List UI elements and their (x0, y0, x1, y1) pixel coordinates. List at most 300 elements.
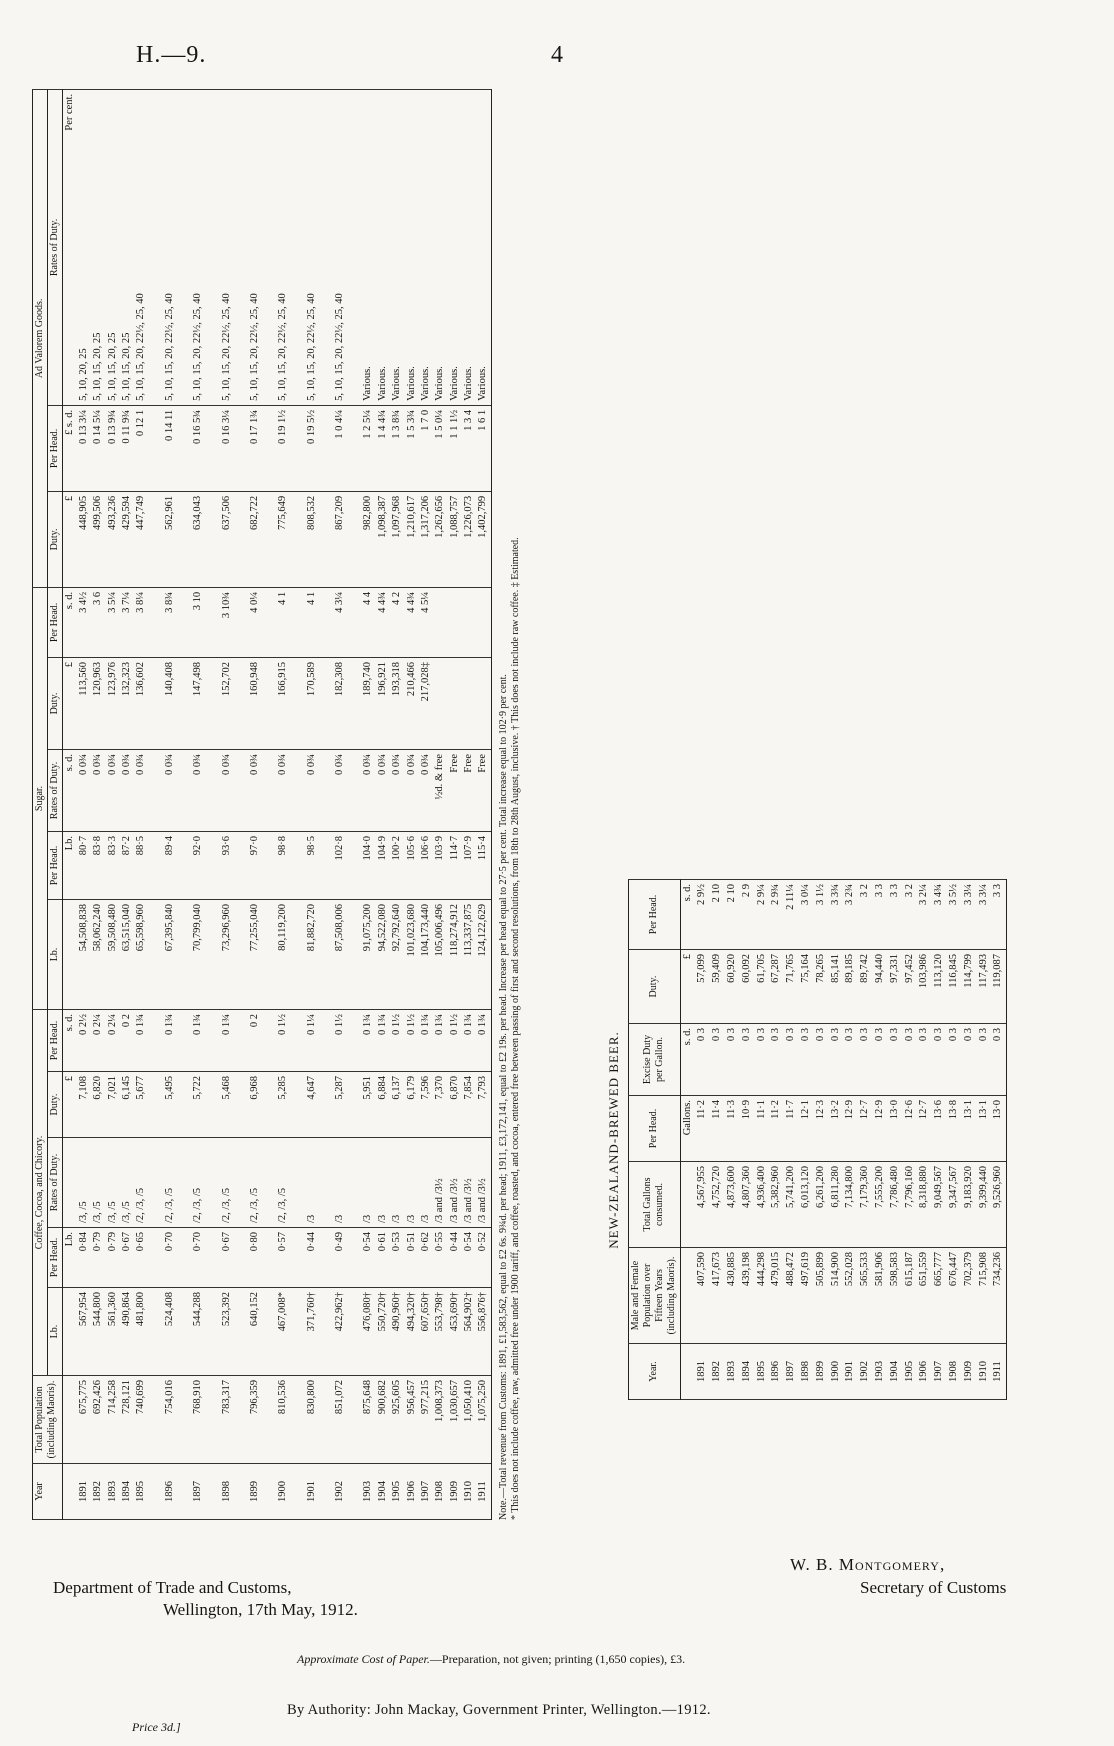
table-cell: /3, /5 (91, 1138, 105, 1228)
beer-table-cell: 1893 (725, 1344, 740, 1400)
table-cell: 0·61 (376, 1228, 390, 1288)
table-cell: 0 0¾ (376, 749, 390, 831)
beer-column-header: Per Head. (628, 1096, 680, 1162)
spacer-cell (262, 749, 276, 831)
table-cell: /2, /3, /5 (276, 1138, 290, 1228)
beer-table-cell: 13·1 (962, 1096, 977, 1162)
table-cell: 1,317,206 (419, 491, 433, 587)
table-cell: 1,097,968 (390, 491, 404, 587)
spacer-cell (177, 749, 191, 831)
table-cell: 0·70 (191, 1228, 205, 1288)
beer-table-row (829, 880, 844, 1400)
beer-table-cell: 1906 (917, 1344, 932, 1400)
table-cell (448, 657, 462, 749)
table-cell: 0 0¾ (77, 749, 91, 831)
table-cell: 0 1¾ (419, 1009, 433, 1071)
table-cell: /3 (361, 1138, 375, 1228)
beer-table-cell: 4,807,360 (740, 1162, 755, 1248)
beer-table-cell: 598,583 (888, 1248, 903, 1344)
table-cell: 0 0¾ (106, 749, 120, 831)
beer-table-cell: 9,183,920 (962, 1162, 977, 1248)
beer-unit-cell (680, 1248, 695, 1344)
table-cell: 7,793 (476, 1072, 491, 1138)
table-cell: 1,050,410 (462, 1376, 476, 1464)
table-cell: 875,648 (361, 1376, 375, 1464)
beer-table-cell: 0 3 (710, 1024, 725, 1096)
table-cell: 81,882,720 (305, 899, 319, 1009)
beer-table-cell: 3 4¾ (932, 880, 947, 950)
beer-table-cell: 9,526,960 (991, 1162, 1006, 1248)
beer-table-cell: 119,087 (991, 950, 1006, 1024)
table-cell: 1 2 5¼ (361, 405, 375, 491)
table-cell: 0 2 (248, 1009, 262, 1071)
spacer-cell (206, 1228, 220, 1288)
spacer-cell (262, 491, 276, 587)
table-cell: 796,359 (248, 1376, 262, 1464)
table-row (405, 89, 419, 1519)
beer-table-cell: 1905 (903, 1344, 918, 1400)
unit-cell: s. d. (62, 1009, 77, 1071)
beer-table-row (814, 880, 829, 1400)
spacer-cell (347, 1228, 361, 1288)
table-cell: 1,075,250 (476, 1376, 491, 1464)
table-cell: 0·53 (390, 1228, 404, 1288)
table-cell: Free (462, 749, 476, 831)
beer-table-cell: 11·1 (755, 1096, 770, 1162)
table-cell: 0 14 11 (163, 405, 177, 491)
table-cell: 3 5¼ (106, 587, 120, 657)
beer-table-cell: 4,936,400 (755, 1162, 770, 1248)
table-cell: 0 1¾ (376, 1009, 390, 1071)
spacer-cell (347, 831, 361, 899)
spacer-cell (347, 1009, 361, 1071)
table-cell: 1911 (476, 1464, 491, 1520)
table-cell: 476,080† (361, 1288, 375, 1376)
table-cell: 0 1½ (276, 1009, 290, 1071)
spacer-cell (234, 1009, 248, 1071)
beer-table-cell: 13·1 (977, 1096, 992, 1162)
spacer-cell (262, 831, 276, 899)
table-cell: /3, /5 (77, 1138, 91, 1228)
spacer-cell (234, 1376, 248, 1464)
spacer-cell (291, 831, 305, 899)
table-cell: 114·7 (448, 831, 462, 899)
beer-table-cell: 97,331 (888, 950, 903, 1024)
table-cell: /2, /3, /5 (220, 1138, 234, 1228)
table-cell: 1896 (163, 1464, 177, 1520)
table-cell: 58,062,240 (91, 899, 105, 1009)
spacer-cell (319, 657, 333, 749)
beer-table-cell: 114,799 (962, 950, 977, 1024)
beer-table-cell: 505,899 (814, 1248, 829, 1344)
spacer-cell (206, 405, 220, 491)
spacer-cell (149, 1288, 163, 1376)
table-cell: /2, /3, /5 (163, 1138, 177, 1228)
table-cell: 132,323 (120, 657, 134, 749)
spacer-cell (234, 831, 248, 899)
table-cell: 867,209 (333, 491, 347, 587)
table-cell: 7,596 (419, 1072, 433, 1138)
table-cell: 493,236 (106, 491, 120, 587)
beer-table-cell: 1908 (947, 1344, 962, 1400)
beer-table-cell: 479,015 (769, 1248, 784, 1344)
beer-table-cell: 3 3 (991, 880, 1006, 950)
spacer-cell (319, 1228, 333, 1288)
table-cell: 196,921 (376, 657, 390, 749)
beer-unit-cell (680, 1162, 695, 1248)
beer-table-cell: 12·6 (903, 1096, 918, 1162)
beer-column-header: Excise Duty per Gallon. (628, 1024, 680, 1096)
spacer-cell (319, 749, 333, 831)
table-cell: 490,960† (390, 1288, 404, 1376)
beer-table-cell: 11·2 (695, 1096, 710, 1162)
table-cell: 0 1¾ (476, 1009, 491, 1071)
table-cell: 4 1 (276, 587, 290, 657)
spacer-cell (262, 1288, 276, 1376)
column-header: Rates of Duty. (47, 89, 62, 405)
beer-table-cell: 8,318,880 (917, 1162, 932, 1248)
beer-table-cell: 12·1 (799, 1096, 814, 1162)
table-cell (433, 657, 447, 749)
table-cell: 0·55 (433, 1228, 447, 1288)
beer-table-cell: 4,873,600 (725, 1162, 740, 1248)
table-cell: 0 13 3¼ (77, 405, 91, 491)
table-cell: 106·6 (419, 831, 433, 899)
beer-table-cell: 0 3 (829, 1024, 844, 1096)
spacer-cell (206, 1376, 220, 1464)
table-cell: 0 1½ (390, 1009, 404, 1071)
spacer-cell (347, 587, 361, 657)
unit-cell: £ (62, 491, 77, 587)
table-cell: 101,023,680 (405, 899, 419, 1009)
table-cell: 768,910 (191, 1376, 205, 1464)
table-cell: 1,402,799 (476, 491, 491, 587)
beer-table-cell: 13·0 (991, 1096, 1006, 1162)
table-cell: 63,515,040 (120, 899, 134, 1009)
price-stamp: Price 3d.] (132, 1720, 181, 1734)
table-cell: 3 4½ (77, 587, 91, 657)
table-cell: 481,800 (134, 1288, 148, 1376)
beer-table-cell: 11·2 (769, 1096, 784, 1162)
unit-cell (62, 1288, 77, 1376)
table-cell: 1,226,073 (462, 491, 476, 587)
table-cell: 115·4 (476, 831, 491, 899)
beer-table-cell: 2 10 (710, 880, 725, 950)
table-cell: 977,215 (419, 1376, 433, 1464)
table-cell: 956,457 (405, 1376, 419, 1464)
beer-table-cell: 6,811,280 (829, 1162, 844, 1248)
beer-table-cell: 417,673 (710, 1248, 725, 1344)
beer-table-row (858, 880, 873, 1400)
beer-table-cell: 11·7 (784, 1096, 799, 1162)
table-cell: 0 1¾ (220, 1009, 234, 1071)
table-cell: 0 1¾ (433, 1009, 447, 1071)
spacer-cell (149, 1138, 163, 1228)
table-cell: 524,408 (163, 1288, 177, 1376)
spacer-cell (291, 657, 305, 749)
table-cell: 925,605 (390, 1376, 404, 1464)
table-cell: 0 1¼ (305, 1009, 319, 1071)
spacer-cell (291, 1228, 305, 1288)
table-cell: 692,426 (91, 1376, 105, 1464)
table-cell: Various. (476, 89, 491, 405)
spacer-cell (262, 1228, 276, 1288)
beer-table-cell: 444,298 (755, 1248, 770, 1344)
spacer-cell (149, 89, 163, 405)
table-cell: 982,800 (361, 491, 375, 587)
spacer-cell (177, 491, 191, 587)
table-cell: 0 0¾ (419, 749, 433, 831)
spacer-cell (234, 405, 248, 491)
beer-table-cell: 715,908 (977, 1248, 992, 1344)
spacer-cell (347, 1464, 361, 1520)
table-cell: 123,976 (106, 657, 120, 749)
table-cell: 5, 10, 15, 20, 25 (106, 89, 120, 405)
spacer-cell (234, 491, 248, 587)
spacer-row (177, 89, 191, 1519)
table-cell: 5,677 (134, 1072, 148, 1138)
beer-column-header: Year. (628, 1344, 680, 1400)
table-cell: 97·0 (248, 831, 262, 899)
customs-revenue-table-section (32, 90, 608, 1520)
spacer-cell (234, 89, 248, 405)
cost-of-paper (297, 1652, 685, 1667)
table-cell: /3 and /3½ (448, 1138, 462, 1228)
table-cell: 0 1¾ (191, 1009, 205, 1071)
table-cell: 113,560 (77, 657, 91, 749)
unit-cell (62, 1138, 77, 1228)
table-row (476, 89, 491, 1519)
spacer-cell (291, 749, 305, 831)
table-cell: 6,145 (120, 1072, 134, 1138)
table-cell: 98·8 (276, 831, 290, 899)
beer-table-row (843, 880, 858, 1400)
table-cell: 6,870 (448, 1072, 462, 1138)
table-cell: 0·51 (405, 1228, 419, 1288)
table-cell: 775,649 (276, 491, 290, 587)
spacer-row (206, 89, 220, 1519)
spacer-cell (291, 89, 305, 405)
spacer-cell (149, 657, 163, 749)
table-cell: 1905 (390, 1464, 404, 1520)
table-cell: 91,075,200 (361, 899, 375, 1009)
table-cell: 851,072 (333, 1376, 347, 1464)
table-cell: 124,122,629 (476, 899, 491, 1009)
table-cell: 0 14 5¼ (91, 405, 105, 491)
table-cell: 810,536 (276, 1376, 290, 1464)
table-cell: 83·3 (106, 831, 120, 899)
table-cell: 80,119,200 (276, 899, 290, 1009)
spacer-cell (149, 1228, 163, 1288)
table-row (163, 89, 177, 1519)
spacer-cell (347, 1288, 361, 1376)
table-cell: /3 (419, 1138, 433, 1228)
table-cell: 0·54 (462, 1228, 476, 1288)
table-row (361, 89, 375, 1519)
table-cell: 634,043 (191, 491, 205, 587)
note-revenue: Note.—Total revenue from Customs: 1891, £1,583,562, equal to £2 6s. 9¾d. per head; 1911, £3,172,141, equal to £2 19s. per head. Increase per head equal to 27·5 per cent. Total increase equal to 102·9 per cent. (497, 674, 509, 1520)
spacer-row (319, 89, 333, 1519)
beer-table-cell: 0 3 (814, 1024, 829, 1096)
table-cell: 87·2 (120, 831, 134, 899)
table-cell: 0·80 (248, 1228, 262, 1288)
table-cell: 3 10¾ (220, 587, 234, 657)
table-cell: 6,884 (376, 1072, 390, 1138)
spacer-cell (319, 1138, 333, 1228)
beer-table-cell: 6,261,200 (814, 1162, 829, 1248)
spacer-cell (262, 657, 276, 749)
table-cell: 3 10 (191, 587, 205, 657)
beer-table-cell: 615,187 (903, 1248, 918, 1344)
spacer-cell (291, 1376, 305, 1464)
spacer-cell (291, 1138, 305, 1228)
table-cell: 6,137 (390, 1072, 404, 1138)
beer-table-cell: 1894 (740, 1344, 755, 1400)
table-cell: 1 5 3¾ (405, 405, 419, 491)
beer-table-row (710, 880, 725, 1400)
beer-table-cell: 94,440 (873, 950, 888, 1024)
beer-table-cell: 12·7 (917, 1096, 932, 1162)
customs-revenue-table (32, 89, 492, 1520)
table-cell: 544,800 (91, 1288, 105, 1376)
beer-table-cell: 439,198 (740, 1248, 755, 1344)
table-cell: 193,318 (390, 657, 404, 749)
table-cell: 0 1¾ (462, 1009, 476, 1071)
table-cell: /2, /3, /5 (248, 1138, 262, 1228)
cost-label: Approximate Cost of Paper. (297, 1652, 430, 1666)
table-cell: 102·8 (333, 831, 347, 899)
customs-table-body (62, 89, 491, 1519)
beer-column-header-row (628, 880, 680, 1400)
table-cell: 0 1¾ (134, 1009, 148, 1071)
beer-table-cell: 3 3 (888, 880, 903, 950)
table-cell: 83·8 (91, 831, 105, 899)
beer-table-cell: 60,920 (725, 950, 740, 1024)
table-cell: 0 1¾ (361, 1009, 375, 1071)
spacer-cell (177, 1376, 191, 1464)
spacer-cell (177, 1009, 191, 1071)
beer-table-cell: 2 9 (740, 880, 755, 950)
beer-table-cell: 2 9¼ (755, 880, 770, 950)
table-cell: 0 0¾ (134, 749, 148, 831)
beer-table-cell: 1902 (858, 1344, 873, 1400)
beer-table-cell: 7,179,360 (858, 1162, 873, 1248)
table-cell: /3 and /3½ (433, 1138, 447, 1228)
table-row (77, 89, 91, 1519)
table-row (276, 89, 290, 1519)
table-cell: 1910 (462, 1464, 476, 1520)
table-cell: 682,722 (248, 491, 262, 587)
beer-table-cell: 3 2¼ (917, 880, 932, 950)
table-row (448, 89, 462, 1519)
table-cell: 728,121 (120, 1376, 134, 1464)
spacer-row (234, 89, 248, 1519)
column-header: Lb. (47, 899, 62, 1009)
beer-table-cell: 0 3 (977, 1024, 992, 1096)
table-cell: 453,690† (448, 1288, 462, 1376)
beer-table-cell: 1899 (814, 1344, 829, 1400)
unit-cell: Per cent. (62, 89, 77, 405)
table-cell: 371,760† (305, 1288, 319, 1376)
table-cell: 7,108 (77, 1072, 91, 1138)
spacer-cell (291, 405, 305, 491)
beer-table-cell: 78,265 (814, 950, 829, 1024)
table-cell: 103·9 (433, 831, 447, 899)
spacer-cell (206, 1288, 220, 1376)
table-cell: 467,008* (276, 1288, 290, 1376)
table-cell: 0 1½ (448, 1009, 462, 1071)
beer-table-cell: 1909 (962, 1344, 977, 1400)
beer-table-cell: 71,765 (784, 950, 799, 1024)
page-number: 4 (551, 42, 563, 68)
table-cell: 5,495 (163, 1072, 177, 1138)
table-cell: 7,854 (462, 1072, 476, 1138)
spacer-cell (206, 657, 220, 749)
table-cell: Various. (390, 89, 404, 405)
beer-table-cell: 0 3 (858, 1024, 873, 1096)
table-cell: 94,522,080 (376, 899, 390, 1009)
table-cell: 561,360 (106, 1288, 120, 1376)
column-header: Per Head. (47, 831, 62, 899)
table-cell: 1,008,373 (433, 1376, 447, 1464)
table-cell: 210,466 (405, 657, 419, 749)
table-cell: 640,152 (248, 1288, 262, 1376)
spacer-cell (347, 405, 361, 491)
table-cell: 5, 10, 15, 20, 22½, 25, 40 (248, 89, 262, 405)
unit-cell: Lb. (62, 831, 77, 899)
table-cell: 0 16 3¼ (220, 405, 234, 491)
spacer-cell (262, 405, 276, 491)
beer-table-cell: 12·3 (814, 1096, 829, 1162)
table-row (191, 89, 205, 1519)
table-cell: Various. (419, 89, 433, 405)
beer-table-cell: 676,447 (947, 1248, 962, 1344)
table-cell: 170,589 (305, 657, 319, 749)
group-header-row (33, 89, 48, 1519)
spacer-cell (177, 1138, 191, 1228)
table-cell: /2, /3, /5 (134, 1138, 148, 1228)
table-cell (433, 587, 447, 657)
spacer-cell (347, 899, 361, 1009)
beer-table-cell: 113,120 (932, 950, 947, 1024)
beer-table-cell: 0 3 (917, 1024, 932, 1096)
table-cell: 100·2 (390, 831, 404, 899)
beer-table-cell: 1904 (888, 1344, 903, 1400)
beer-table-cell: 75,164 (799, 950, 814, 1024)
unit-cell: £ (62, 657, 77, 749)
table-cell: Various. (448, 89, 462, 405)
beer-table-cell: 13·0 (888, 1096, 903, 1162)
table-cell: ½d. & free (433, 749, 447, 831)
table-cell: 0·62 (419, 1228, 433, 1288)
beer-table-cell: 5,382,960 (769, 1162, 784, 1248)
table-cell: 65,598,960 (134, 899, 148, 1009)
table-cell: 98·5 (305, 831, 319, 899)
table-cell: 0 2½ (77, 1009, 91, 1071)
beer-table-row (769, 880, 784, 1400)
beer-table-cell: 13·2 (829, 1096, 844, 1162)
beer-table-cell: 0 3 (740, 1024, 755, 1096)
beer-table-cell: 488,472 (784, 1248, 799, 1344)
spacer-cell (347, 657, 361, 749)
spacer-cell (206, 491, 220, 587)
spacer-cell (347, 1376, 361, 1464)
table-cell: 422,962† (333, 1288, 347, 1376)
beer-table-cell: 514,900 (829, 1248, 844, 1344)
spacer-cell (347, 1138, 361, 1228)
spacer-cell (234, 1288, 248, 1376)
spacer-row (347, 89, 361, 1519)
